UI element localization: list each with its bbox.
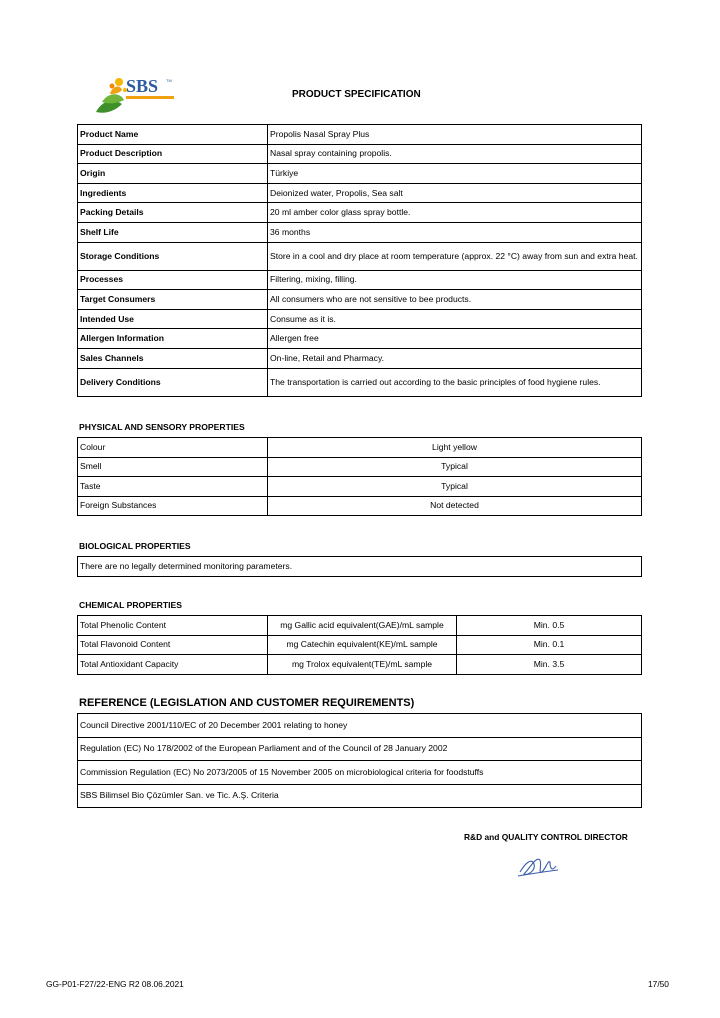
row-value: 20 ml amber color glass spray bottle. xyxy=(268,203,642,223)
row-value: Typical xyxy=(268,477,642,497)
row-label: Target Consumers xyxy=(78,290,268,310)
physical-heading: PHYSICAL AND SENSORY PROPERTIES xyxy=(79,422,245,432)
row-unit: mg Catechin equivalent(KE)/mL sample xyxy=(268,635,457,655)
row-label: Total Phenolic Content xyxy=(78,616,268,636)
row-label: Packing Details xyxy=(78,203,268,223)
table-row xyxy=(78,635,642,655)
row-value: Min. 3.5 xyxy=(457,655,642,675)
row-value: Nasal spray containing propolis. xyxy=(268,144,642,164)
row-label: Product Name xyxy=(78,125,268,145)
table-row xyxy=(78,242,642,270)
table-row xyxy=(78,616,642,636)
row-label: Delivery Conditions xyxy=(78,368,268,396)
document-title: PRODUCT SPECIFICATION xyxy=(292,89,421,100)
table-row xyxy=(78,348,642,368)
table-row xyxy=(78,309,642,329)
logo-tm: TM xyxy=(166,78,172,83)
table-row xyxy=(78,368,642,396)
table-row xyxy=(78,203,642,223)
row-unit: mg Trolox equivalent(TE)/mL sample xyxy=(268,655,457,675)
reference-item: Council Directive 2001/110/EC of 20 December 2001 relating to honey xyxy=(78,714,642,738)
row-value: Typical xyxy=(268,457,642,477)
row-label: Total Flavonoid Content xyxy=(78,635,268,655)
reference-item: Regulation (EC) No 178/2002 of the European Parliament and of the Council of 28 January 2002 xyxy=(78,737,642,761)
reference-item: Commission Regulation (EC) No 2073/2005 of 15 November 2005 on microbiological criteria for foodstuffs xyxy=(78,761,642,785)
chemical-heading: CHEMICAL PROPERTIES xyxy=(79,600,182,610)
row-label: Sales Channels xyxy=(78,348,268,368)
row-value: On-line, Retail and Pharmacy. xyxy=(268,348,642,368)
row-label: Taste xyxy=(78,477,268,497)
table-row xyxy=(78,270,642,290)
row-value: Türkiye xyxy=(268,164,642,184)
table-row xyxy=(78,438,642,458)
row-unit: mg Gallic acid equivalent(GAE)/mL sample xyxy=(268,616,457,636)
logo-text: SBS xyxy=(126,76,159,96)
table-row xyxy=(78,290,642,310)
row-value: Not detected xyxy=(268,496,642,516)
reference-table xyxy=(77,713,642,808)
row-label: Total Antioxidant Capacity xyxy=(78,655,268,675)
sbs-logo xyxy=(92,72,182,118)
table-row xyxy=(78,737,642,761)
row-label: Origin xyxy=(78,164,268,184)
document-code: GG-P01-F27/22-ENG R2 08.06.2021 xyxy=(46,979,184,989)
row-label: Colour xyxy=(78,438,268,458)
biological-heading: BIOLOGICAL PROPERTIES xyxy=(79,541,191,551)
physical-properties-table xyxy=(77,437,642,516)
row-value: Filtering, mixing, filling. xyxy=(268,270,642,290)
row-value: Min. 0.1 xyxy=(457,635,642,655)
row-value: Consume as it is. xyxy=(268,309,642,329)
table-row xyxy=(78,164,642,184)
row-label: Smell xyxy=(78,457,268,477)
table-row xyxy=(78,329,642,349)
table-row xyxy=(78,496,642,516)
reference-heading: REFERENCE (LEGISLATION AND CUSTOMER REQUIREMENTS) xyxy=(79,697,415,709)
row-label: Storage Conditions xyxy=(78,242,268,270)
row-value: Allergen free xyxy=(268,329,642,349)
row-label: Product Description xyxy=(78,144,268,164)
table-row xyxy=(78,477,642,497)
director-title: R&D and QUALITY CONTROL DIRECTOR xyxy=(464,832,628,842)
biological-text: There are no legally determined monitoring parameters. xyxy=(78,557,642,577)
table-row xyxy=(78,761,642,785)
biological-properties-table xyxy=(77,556,642,577)
row-value: Store in a cool and dry place at room temperature (approx. 22 °C) away from sun and extra heat. xyxy=(268,242,642,270)
page-number: 17/50 xyxy=(648,979,669,989)
product-spec-table xyxy=(77,124,642,397)
signature xyxy=(512,848,566,884)
reference-item: SBS Bilimsel Bio Çözümler San. ve Tic. A.Ş. Criteria xyxy=(78,784,642,808)
table-row xyxy=(78,784,642,808)
row-value: All consumers who are not sensitive to bee products. xyxy=(268,290,642,310)
row-value: Deionized water, Propolis, Sea salt xyxy=(268,183,642,203)
chemical-properties-table xyxy=(77,615,642,675)
table-row xyxy=(78,457,642,477)
table-row xyxy=(78,144,642,164)
table-row xyxy=(78,557,642,577)
table-row xyxy=(78,183,642,203)
row-value: The transportation is carried out according to the basic principles of food hygiene rules. xyxy=(268,368,642,396)
table-row xyxy=(78,714,642,738)
row-value: Light yellow xyxy=(268,438,642,458)
row-value: 36 months xyxy=(268,222,642,242)
table-row xyxy=(78,125,642,145)
row-value: Propolis Nasal Spray Plus xyxy=(268,125,642,145)
row-label: Allergen Information xyxy=(78,329,268,349)
row-value: Min. 0.5 xyxy=(457,616,642,636)
row-label: Foreign Substances xyxy=(78,496,268,516)
table-row xyxy=(78,222,642,242)
row-label: Processes xyxy=(78,270,268,290)
row-label: Shelf Life xyxy=(78,222,268,242)
row-label: Intended Use xyxy=(78,309,268,329)
table-row xyxy=(78,655,642,675)
row-label: Ingredients xyxy=(78,183,268,203)
